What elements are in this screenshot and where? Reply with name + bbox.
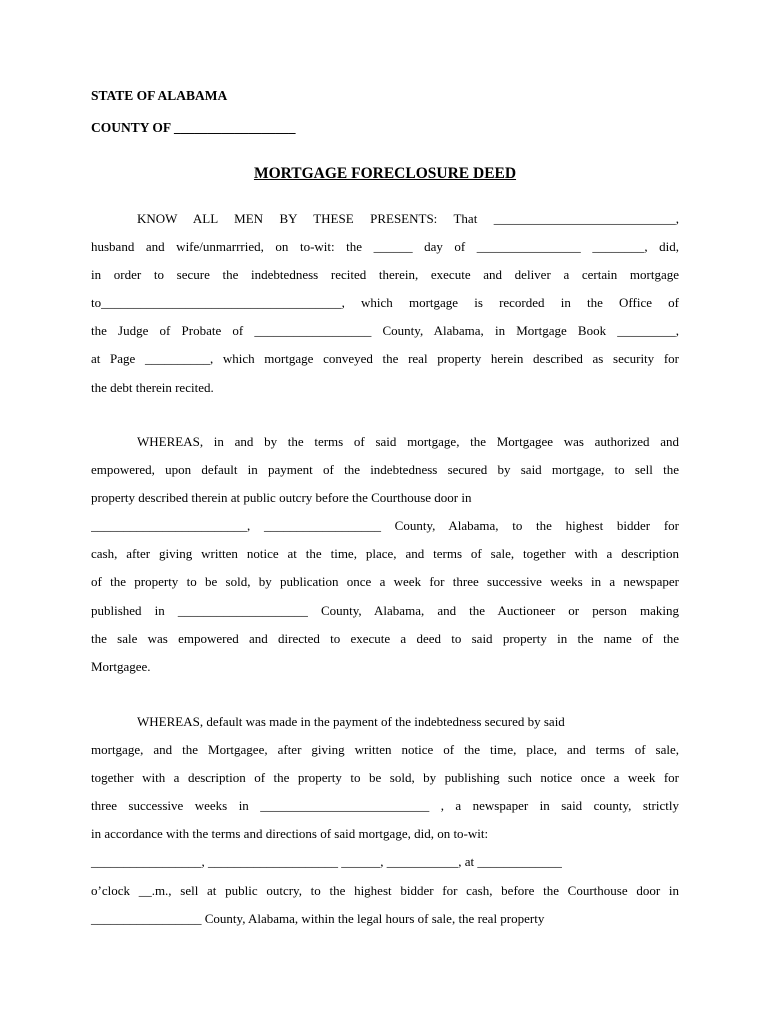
text-line: o’clock __.m., sell at public outcry, to the highest bidder for cash, before the Courthouse door in	[91, 882, 679, 898]
text-line: husband and wife/unmarrried, on to-wit: the ______ day of ________________ ________, did,	[91, 239, 679, 255]
text-line: Mortgagee.	[91, 658, 151, 674]
text-line: cash, after giving written notice at the time, place, and terms of sale, together with a description	[91, 546, 679, 562]
paragraph-know-all-men	[91, 205, 679, 402]
text-line: ________________________, __________________ County, Alabama, to the highest bidder for	[91, 518, 679, 534]
text-line: in accordance with the terms and directions of said mortgage, did, on to-wit:	[91, 826, 489, 842]
text-line: together with a description of the property to be sold, by publishing such notice once a week for	[91, 770, 679, 786]
text-line: WHEREAS, in and by the terms of said mortgage, the Mortgagee was authorized and	[137, 434, 679, 449]
text-line: _________________ County, Alabama, within the legal hours of sale, the real property	[91, 910, 545, 926]
text-line: in order to secure the indebtedness recited therein, execute and deliver a certain mortgage	[91, 267, 679, 283]
document-title: MORTGAGE FORECLOSURE DEED	[253, 165, 517, 182]
text-line: the Judge of Probate of __________________ County, Alabama, in Mortgage Book _________,	[91, 323, 679, 339]
text-line: the debt therein recited.	[91, 379, 214, 395]
text-line: published in ____________________ County, Alabama, and the Auctioneer or person making	[91, 602, 679, 618]
text-line: _________________, ____________________ ______, ___________, at _____________	[91, 854, 562, 870]
paragraph-whereas-1	[91, 428, 679, 681]
text-line: KNOW ALL MEN BY THESE PRESENTS: That ____________________________,	[137, 211, 679, 226]
text-line: of the property to be sold, by publication once a week for three successive weeks in a newspaper	[91, 574, 679, 590]
text-line: at Page __________, which mortgage conveyed the real property herein described as security for	[91, 351, 679, 367]
text-line: mortgage, and the Mortgagee, after giving written notice of the time, place, and terms of sale,	[91, 742, 679, 758]
state-heading: STATE OF ALABAMA	[91, 88, 228, 103]
paragraph-whereas-2	[91, 708, 679, 933]
text-line: property described therein at public outcry before the Courthouse door in	[91, 490, 472, 506]
text-line: to_____________________________________, which mortgage is recorded in the Office of	[91, 295, 679, 311]
text-line: three successive weeks in __________________________ , a newspaper in said county, strictly	[91, 798, 679, 814]
text-line: the sale was empowered and directed to execute a deed to said property in the name of the	[91, 630, 679, 646]
county-heading: COUNTY OF __________________	[91, 120, 296, 135]
text-line: WHEREAS, default was made in the payment of the indebtedness secured by said	[137, 714, 565, 729]
text-line: empowered, upon default in payment of the indebtedness secured by said mortgage, to sell the	[91, 462, 679, 478]
